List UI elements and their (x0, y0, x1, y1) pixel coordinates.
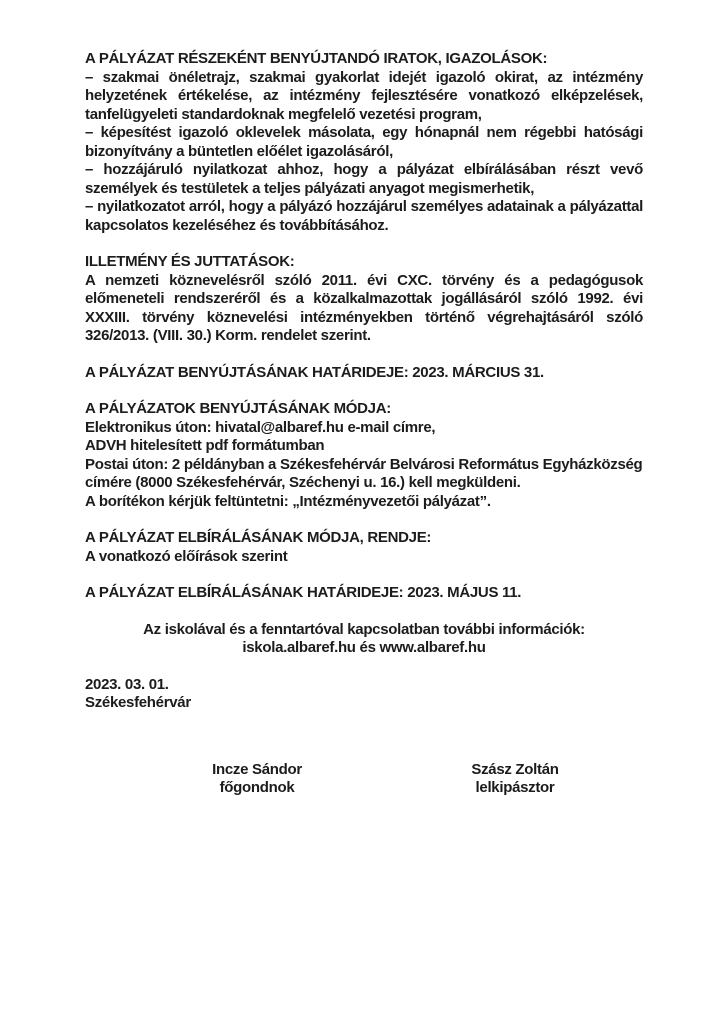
section-required-documents (85, 50, 643, 235)
section-submission-deadline (85, 364, 643, 383)
further-info-line: Az iskolával és a fenntartóval kapcsolatban további információk: (143, 620, 585, 638)
salary-body: A nemzeti köznevelésről szóló 2011. évi CXC. törvény és a pedagógusok előmeneteli rendszeréről és a közalkalmazottak jogállásáról szóló 1992. évi XXXIII. törvény köznevelési intézményekben történő végrehajtásáról szóló 326/2013. (VIII. 30.) Korm. rendelet szerint. (85, 271, 643, 344)
further-info-urls: iskola.albaref.hu és www.albaref.hu (242, 639, 486, 656)
evaluation-deadline-text: A PÁLYÁZAT ELBÍRÁLÁSÁNAK HATÁRIDEJE: 2023. MÁJUS 11. (85, 584, 522, 601)
required-documents-item: – szakmai önéletrajz, szakmai gyakorlat idejét igazoló okirat, az intézmény helyzetének értékelése, az intézmény fejlesztésére vonatkozó elképzelések, tanfelügyeleti standardoknak megfelelő vezetési program, (85, 68, 643, 123)
dateline-place: Székesfehérvár (85, 694, 191, 711)
submission-method-heading: A PÁLYÁZATOK BENYÚJTÁSÁNAK MÓDJA: (85, 400, 391, 417)
section-further-info (85, 621, 643, 658)
section-dateline (85, 676, 643, 713)
section-evaluation-method (85, 529, 643, 566)
required-documents-item: – hozzájáruló nyilatkozat ahhoz, hogy a pályázat elbírálásában részt vevő személyek és testületek a teljes pályázati anyagot megismerhetik, (85, 161, 643, 197)
section-evaluation-deadline (85, 584, 643, 603)
required-documents-item: – képesítést igazoló oklevelek másolata, egy hónapnál nem régebbi hatósági bizonyítvány a büntetlen előélet igazolásáról, (85, 124, 643, 160)
submission-method-line: Postai úton: 2 példányban a Székesfehérvár Belvárosi Református Egyházközség címére (8000 Székesfehérvár, Széchenyi u. 16.) kell megküldeni. (85, 455, 643, 491)
section-salary (85, 253, 643, 346)
evaluation-method-body: A vonatkozó előírások szerint (85, 547, 288, 565)
signature-row (85, 761, 643, 798)
submission-method-line: ADVH hitelesített pdf formátumban (85, 437, 325, 454)
signature-block (425, 761, 605, 798)
signature-block (167, 761, 347, 798)
signature-name: Incze Sándor (212, 760, 302, 778)
submission-deadline-text: A PÁLYÁZAT BENYÚJTÁSÁNAK HATÁRIDEJE: 2023. MÁRCIUS 31. (85, 363, 544, 381)
submission-method-line: A borítékon kérjük feltüntetni: „Intézményvezetői pályázat”. (85, 492, 491, 510)
section-submission-method (85, 400, 643, 511)
signature-title: lelkipásztor (475, 779, 555, 796)
submission-method-line: Elektronikus úton: hivatal@albaref.hu e-mail címre, (85, 418, 436, 436)
signature-name: Szász Zoltán (471, 760, 559, 778)
evaluation-method-heading: A PÁLYÁZAT ELBÍRÁLÁSÁNAK MÓDJA, RENDJE: (85, 529, 432, 546)
required-documents-item: – nyilatkozatot arról, hogy a pályázó hozzájárul személyes adatainak a pályázattal kapcsolatos kezeléséhez és továbbításához. (85, 198, 643, 234)
dateline-date: 2023. 03. 01. (85, 675, 169, 693)
required-documents-heading: A PÁLYÁZAT RÉSZEKÉNT BENYÚJTANDÓ IRATOK, IGAZOLÁSOK: (85, 50, 548, 67)
signature-title: főgondnok (219, 779, 295, 796)
salary-heading: ILLETMÉNY ÉS JUTTATÁSOK: (85, 253, 295, 270)
